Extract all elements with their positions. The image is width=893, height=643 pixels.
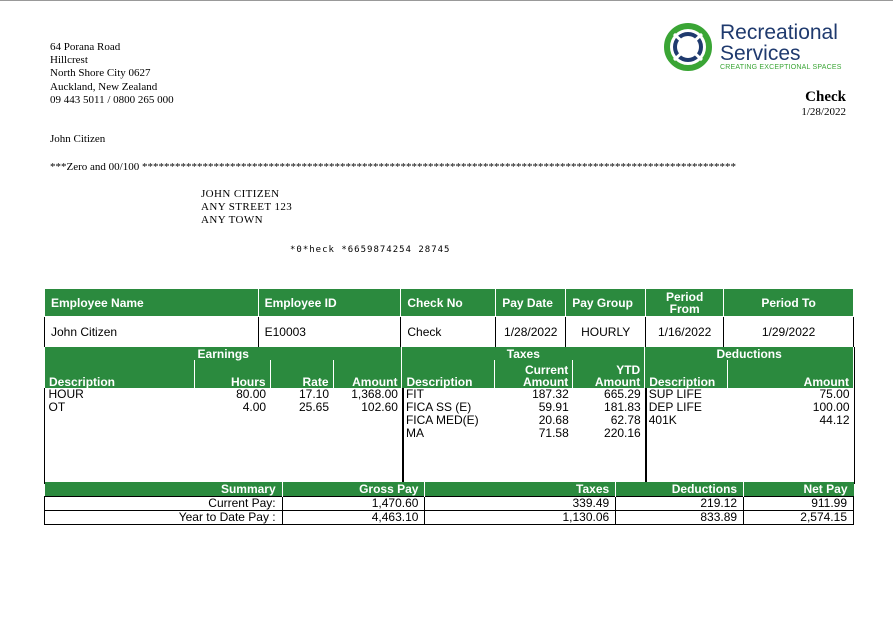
address-line: 64 Porana Road bbox=[50, 41, 121, 53]
table-row bbox=[45, 414, 854, 427]
col-period-from: Period From bbox=[646, 289, 724, 317]
deductions-col-amount: Amount bbox=[728, 360, 854, 388]
summary-col-taxes: Taxes bbox=[425, 482, 616, 497]
period-from-value: 1/16/2022 bbox=[646, 317, 724, 348]
tax-description: MA bbox=[405, 426, 424, 440]
summary-gross-pay: 1,470.60 bbox=[282, 497, 425, 511]
mailing-line: ANY TOWN bbox=[201, 214, 263, 226]
earnings-col-hours: Hours bbox=[194, 360, 270, 388]
deductions-section-title: Deductions bbox=[645, 347, 854, 360]
mailing-line: JOHN CITIZEN bbox=[201, 188, 280, 200]
earning-description: OT bbox=[48, 400, 66, 414]
earning-description: HOUR bbox=[48, 387, 84, 401]
summary-gross-pay: 4,463.10 bbox=[282, 511, 425, 525]
earning-amount: 102.60 bbox=[361, 400, 398, 414]
employee-info-header-row bbox=[45, 289, 854, 317]
taxes-col-current-amount: Current Amount bbox=[495, 360, 573, 388]
summary-label: Year to Date Pay : bbox=[45, 511, 283, 525]
amount-in-words: ***Zero and 00/100 ************************************************************************************************************ bbox=[50, 161, 736, 173]
summary-net-pay: 2,574.15 bbox=[744, 511, 854, 525]
earning-rate: 25.65 bbox=[298, 400, 330, 414]
tax-current-amount: 59.91 bbox=[538, 400, 569, 414]
earnings-section-title: Earnings bbox=[45, 347, 402, 360]
col-pay-date: Pay Date bbox=[496, 289, 566, 317]
employee-info-table bbox=[44, 288, 854, 348]
deduction-amount: 100.00 bbox=[812, 400, 850, 414]
logo-tagline: CREATING EXCEPTIONAL SPACES bbox=[720, 64, 842, 71]
col-pay-group: Pay Group bbox=[566, 289, 646, 317]
summary-taxes: 1,130.06 bbox=[425, 511, 616, 525]
summary-row-ytd bbox=[45, 511, 854, 525]
tax-description: FICA MED(E) bbox=[405, 413, 479, 427]
tax-description: FIT bbox=[405, 387, 424, 401]
tax-current-amount: 71.58 bbox=[538, 426, 569, 440]
summary-deductions: 219.12 bbox=[616, 497, 744, 511]
micr-line: *0*heck *6659874254 28745 bbox=[290, 245, 451, 255]
mailing-line: ANY STREET 123 bbox=[201, 201, 293, 213]
payee-name: John Citizen bbox=[50, 133, 106, 145]
earnings-col-amount: Amount bbox=[333, 360, 402, 388]
earning-hours: 80.00 bbox=[236, 387, 267, 401]
deduction-description: SUP LIFE bbox=[648, 387, 702, 401]
address-line: Hillcrest bbox=[50, 54, 88, 67]
summary-header-row bbox=[45, 482, 854, 497]
summary-col-label: Summary bbox=[45, 482, 283, 497]
employee-id-value: E10003 bbox=[258, 317, 401, 348]
deduction-description: 401K bbox=[648, 413, 677, 427]
taxes-section-title: Taxes bbox=[402, 347, 645, 360]
logo-ring-icon bbox=[660, 20, 716, 76]
summary-label: Current Pay: bbox=[45, 497, 283, 511]
table-row bbox=[45, 427, 854, 440]
summary-net-pay: 911.99 bbox=[744, 497, 854, 511]
address-line: 09 443 5011 / 0800 265 000 bbox=[50, 93, 174, 106]
employee-info-row bbox=[45, 317, 854, 348]
earning-rate: 17.10 bbox=[298, 387, 330, 401]
tax-ytd-amount: 665.29 bbox=[604, 387, 641, 401]
summary-table bbox=[44, 482, 854, 525]
tax-ytd-amount: 220.16 bbox=[604, 426, 641, 440]
tax-description: FICA SS (E) bbox=[405, 400, 472, 414]
summary-col-deductions: Deductions bbox=[616, 482, 744, 497]
pay-date-value: 1/28/2022 bbox=[496, 317, 566, 348]
summary-col-gross-pay: Gross Pay bbox=[282, 482, 425, 497]
earnings-taxes-deductions-table bbox=[44, 347, 854, 440]
summary-col-net-pay: Net Pay bbox=[744, 482, 854, 497]
earning-amount: 1,368.00 bbox=[351, 387, 398, 401]
col-employee-id: Employee ID bbox=[258, 289, 401, 317]
logo-wordmark-line2: Services bbox=[720, 42, 801, 65]
tax-current-amount: 20.68 bbox=[538, 413, 569, 427]
col-check-no: Check No bbox=[401, 289, 496, 317]
pay-group-value: HOURLY bbox=[566, 317, 646, 348]
section-header-row bbox=[45, 347, 854, 360]
tax-current-amount: 187.32 bbox=[532, 387, 569, 401]
mailing-address bbox=[201, 188, 292, 227]
tax-ytd-amount: 181.83 bbox=[604, 400, 641, 414]
address-line: North Shore City 0627 bbox=[50, 67, 151, 80]
taxes-col-ytd-amount: YTD Amount bbox=[573, 360, 645, 388]
earnings-col-description: Description bbox=[45, 360, 195, 388]
earnings-col-rate: Rate bbox=[270, 360, 333, 388]
col-period-to: Period To bbox=[724, 289, 854, 317]
company-address bbox=[50, 41, 174, 107]
tax-ytd-amount: 62.78 bbox=[610, 413, 641, 427]
summary-deductions: 833.89 bbox=[616, 511, 744, 525]
earning-hours: 4.00 bbox=[242, 400, 267, 414]
check-title: Check bbox=[805, 89, 846, 105]
summary-row-current bbox=[45, 497, 854, 511]
column-header-row bbox=[45, 360, 854, 388]
check-no-value: Check bbox=[401, 317, 496, 348]
summary-taxes: 339.49 bbox=[425, 497, 616, 511]
employee-name-value: John Citizen bbox=[45, 317, 259, 348]
check-date: 1/28/2022 bbox=[801, 106, 846, 118]
taxes-col-description: Description bbox=[402, 360, 495, 388]
page-top-rule bbox=[0, 0, 893, 1]
deduction-description: DEP LIFE bbox=[648, 400, 702, 414]
period-to-value: 1/29/2022 bbox=[724, 317, 854, 348]
logo-wordmark-line1: Recreational bbox=[720, 21, 838, 44]
address-line: Auckland, New Zealand bbox=[50, 80, 158, 93]
company-logo bbox=[660, 20, 860, 76]
deduction-amount: 75.00 bbox=[819, 387, 850, 401]
deduction-amount: 44.12 bbox=[819, 413, 850, 427]
col-employee-name: Employee Name bbox=[45, 289, 259, 317]
deductions-col-description: Description bbox=[645, 360, 728, 388]
